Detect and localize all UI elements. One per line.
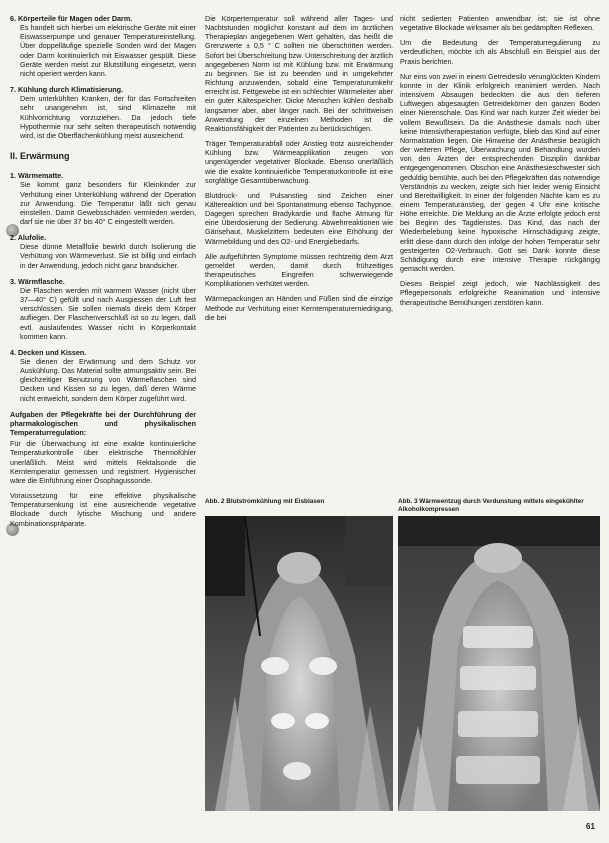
item-text: Es handelt sich hierbei um elektrische Geräte mit einer Eiswasserpumpe und genauer Temperatureinstellung. Über doppelläufige spezielle Sonden wird der Magen oder Darm kontinuierlich mit Eiswasser gespült. Diese Geräte werden meist zur Blutstillung eingesetzt, wenn nicht operiert werden kann. (20, 23, 196, 78)
section-heading: II. Erwärmung (10, 151, 70, 162)
paragraph: Blutdruck- und Pulsanstieg sind Zeichen einer Kältereaktion und bei Spontanatmung ebenso Tachypnoe. Dagegen sprechen Bradykardie und flache Atmung für eine Überdosierung der Sedierung. Abwehrreaktionen wie Gänsehaut, Muskelzittern bedeuten eine Erhöhung der Wärmebildung und des O2- und Energiebedarfs. (205, 190, 393, 246)
list-item (10, 348, 196, 403)
item-heading: 6. Körperteile für Magen oder Darm. (10, 14, 133, 23)
paragraph: Dieses Beispiel zeigt jedoch, wie Nachlässigkeit des Pflegepersonals erfolgreiche Reanimation und intensive therapeutische Bemühungen zerstören kann. (400, 279, 600, 307)
item-text: Dem unterkühlten Kranken, der für das Fortschreiten sehr unangenehm ist, sind Klimazelte mit Kühlvorrichtung vorzuziehen. Da jedoch tiefe Hypothermie nur sehr selten therapeutisch notwendig wird, ist die Oberflächenkühlung meist ausreichend. (20, 94, 196, 140)
list-item (10, 85, 196, 140)
item-heading: 3. Wärmflasche. (10, 276, 65, 286)
paragraph: Alle aufgeführten Symptome müssen rechtzeitig dem Arzt gemeldet werden, damit durch frühzeitiges therapeutisches Eingreifen schwerwiegende Komplikationen verhütet werden. (205, 251, 393, 289)
list-item (10, 171, 196, 226)
text-column-right (400, 14, 600, 313)
item-heading: 2. Alufolie. (10, 233, 47, 243)
figure-caption: Abb. 2 Blutstromkühlung mit Eisblasen (205, 498, 325, 505)
paragraph: Für die Überwachung ist eine exakte kontinuierliche Temperaturkontrolle über elektrische Thermofühler unerläßlich. Meist wird mittels Rektalsonde die Kerntemperatur gemessen und registriert. Hygienischer wäre die Einführung einer Ösophagussonde. (10, 439, 196, 485)
item-text: Diese dünne Metallfolie bewirkt durch Isolierung die Verhütung von Wärmeverlust. Sie ist billig und einfach in der Anwendung, jedoch nicht ganz brandsicher. (20, 242, 196, 270)
paragraph: Nur eins von zwei in einem Getreidesilo verunglückten Kindern konnte in der Klinik erfolgreich reanimiert werden. Nach intensivem Absaugen bedeckten die aus den tieferen Luftwegen abgesaugten Getreidekörner den ganzen Boden einer Nierenschale. Das Kind war nach kurzer Zeit wieder bei vollem Bewußtsein. Da die Anästhesie damals noch über keine Intensivtherapiestation verfügte, blieb das Kind auf einer Normalstation liegen. Die Hinweise der Anästhesie bezüglich der weiteren Pflege, Überwachung und Behandlung wurden von den Ärzten der entsprechenden Disziplin dankbar entgegengenommen. Obschon eine Anästhesieschwester sich geduldig bemühte, auch bei den Pflegekräften das notwendige Verständnis zu wecken, zeigte sich hier leider wenig Einsicht und Bereitwilligkeit. In einer der folgenden Nächte kam es zu einem Temperaturanstieg, der gegen 4 Uhr eine kritische Höhe erreichte. Die Meldung an die Ärzte erfolgte jedoch erst bei Beginn des Tagdienstes. Das Kind, das nach der Wiederbelebung keine hypoxische Hirnschädigung zeigte, erlitt diese dann durch den infolge der hohen Temperatur sehr gesteigerten O2-Verbrauch. Gott sei Dank konnte diese Schädigung durch eine intensive Therapie rückgängig gemacht werden. (400, 71, 600, 274)
text-column-middle (205, 14, 393, 328)
photo-image (398, 516, 600, 811)
item-heading: 1. Wärmematte. (10, 171, 64, 181)
photo-patient-ice-bags (205, 516, 393, 811)
paragraph: Voraussetzung für eine effektive physikalische Temperatursenkung ist eine ausreichende vegetative Blockade durch lytische Mischung und andere Kombinationspräparate. (10, 491, 196, 528)
list-item (10, 233, 196, 270)
item-text: Die Flaschen werden mit warmem Wasser (nicht über 37—40° C) gefüllt und nach Ausgiessen der Luft fest verschlossen. Sie sollen niemals direkt dem Körper aufliegen. Der Flaschenverschluß ist so zu legen, daß evtl. auslaufendes Wasser nicht in Körperkontakt kommen kann. (20, 285, 196, 341)
paragraph: Träger Temperaturabfall oder Anstieg trotz ausreichender Kühlung bzw. Wärmeapplikation zeugen von ungenügender vegetativer Blockade. Ebenso unerläßlich wie die exakte kontinuierliche Temperaturkontrolle ist eine sorgfältige Gesamtüberwachung. (205, 139, 393, 185)
list-item (10, 14, 196, 78)
photo-image (205, 516, 393, 811)
item-heading: 4. Decken und Kissen. (10, 347, 87, 357)
duties-heading: Aufgaben der Pflegekräfte bei der Durchführung der pharmakologischen und physikalischen Temperaturregulation: (10, 409, 196, 438)
photo-patient-alcohol-compresses (398, 516, 600, 811)
paragraph: Die Körpertemperatur soll während aller Tages- und Nachtstunden möglichst konstant auf dem im ärztlichen Therapieplan angegebenen Wert gehalten, das heißt die Grenzwerte ± 0,5 ° C sollten nie überschritten werden. Sofort bei Überschreitung bzw. Unterschreitung der ärztlich angegebenen Norm ist mit Kühlung bzw. mit Erwärmung zu beginnen. Sie ist zu beenden und in umgekehrter Richtung anzuwenden, sobald eine Temperaturumkehr erreicht ist. Fettgewebe ist ein schlechter Wärmeleiter aber ein guter Kältespeicher. Dicke Menschen kühlen deshalb langsamer aber, aber länger nach. Bei der schrittweisen Anwendung der einzelnen Methoden ist die Reaktionsfähigkeit der Patienten zu berücksichtigen. (205, 14, 393, 133)
list-item (10, 277, 196, 341)
item-text: Sie kommt ganz besonders für Kleinkinder zur Verhütung einer Unterkühlung während der Operation zur Anwendung. Die Temperatur läßt sich genau einstellen. Damit Gewebsschäden vermieden werden, darf sie nie über 37 bis 40° C eingestellt werden. (20, 180, 196, 226)
paragraph: nicht sedierten Patienten anwendbar ist; sie ist ohne vegetative Blockade wirksamer als bei gedämpften Reflexen. (400, 14, 600, 33)
figure-caption: Abb. 3 Wärmeentzug durch Verdunstung mittels eingekühlter Alkoholkompressen (398, 498, 584, 513)
figure-2 (205, 498, 393, 811)
item-heading: 7. Kühlung durch Klimatisierung. (10, 85, 124, 95)
page-number: 61 (586, 822, 595, 831)
paragraph: Um die Bedeutung der Temperaturregulierung zu verdeutlichen, möchte ich als Abschluß ein Beispiel aus der Praxis berichten. (400, 38, 600, 66)
paragraph: Wärmepackungen an Händen und Füßen sind die einzige Methode zur Verhütung einer Kerntemperaturerniedrigung, die bei (205, 294, 393, 322)
item-text: Sie dienen der Erwärmung und dem Schutz vor Auskühlung. Das Material sollte atmungsaktiv sein. Bei gleichzeitiger Benutzung von Wärmeflaschen sind Decken und Kissen so zu legen, daß deren Wärme nicht entweicht, sondern dem Körper zugeführt wird. (20, 357, 196, 403)
figure-3 (398, 498, 600, 811)
text-column-left (10, 14, 196, 534)
